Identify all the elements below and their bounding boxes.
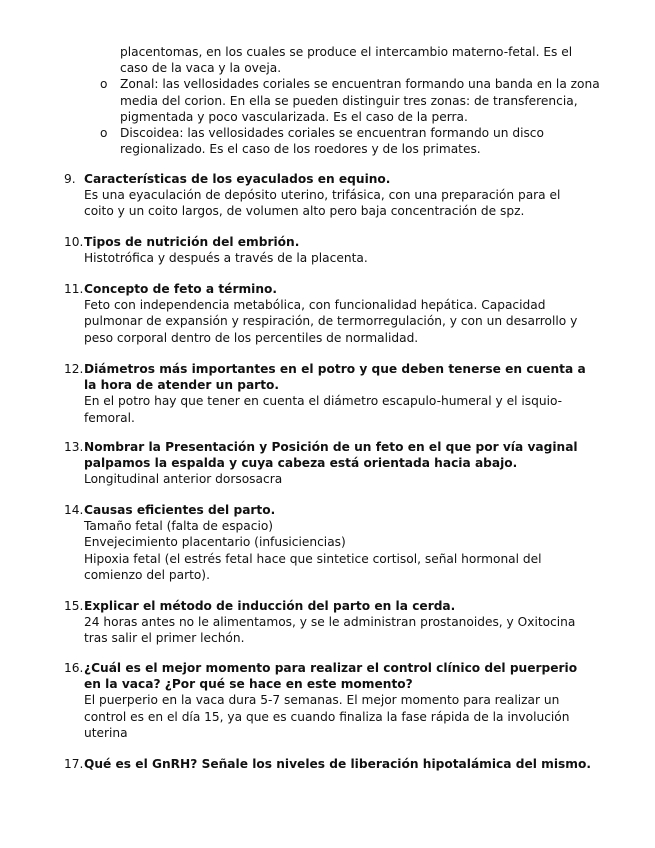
question-title: ¿Cuál es el mejor momento para realizar el control clínico del puerperio en la vaca? ¿Por qué se hace en este momento?	[84, 661, 578, 692]
question-title: Diámetros más importantes en el potro y que deben tenerse en cuenta a la hora de atender un parto.	[84, 362, 586, 393]
question-number: 16.	[64, 661, 84, 675]
answer-line: Feto con independencia metabólica, con funcionalidad hepática. Capacidad pulmonar de expansión y respiración, de termorregulación, y con un desarrollo y peso corporal dentro de los percentiles de normalidad.	[84, 298, 578, 345]
question-title: Causas eficientes del parto.	[84, 503, 276, 517]
question-number: 11.	[64, 282, 84, 296]
question-number: 15.	[64, 599, 84, 613]
question-title: Explicar el método de inducción del parto en la cerda.	[84, 599, 456, 613]
question-14	[64, 502, 594, 583]
question-answer	[84, 393, 594, 425]
list-item-discoidea	[100, 125, 600, 157]
continued-line: placentomas, en los cuales se produce el intercambio materno-fetal. Es el	[120, 45, 573, 59]
question-17	[64, 756, 594, 772]
continued-line: caso de la vaca y la oveja.	[120, 61, 282, 76]
question-number: 13.	[64, 440, 84, 454]
question-answer	[84, 692, 594, 741]
answer-line: Longitudinal anterior dorsosacra	[84, 472, 283, 487]
list-item-zonal	[100, 76, 600, 125]
question-10	[64, 234, 594, 266]
question-15	[64, 598, 594, 647]
answer-line: Es una eyaculación de depósito uterino, trifásica, con una preparación para el coito y un coito largos, de volumen alto pero baja concentración de spz.	[84, 188, 561, 219]
answer-line: 24 horas antes no le alimentamos, y se le administran prostanoides, y Oxitocina tras salir el primer lechón.	[84, 615, 576, 646]
question-12	[64, 361, 594, 426]
question-answer	[84, 250, 594, 266]
answer-line: Hipoxia fetal (el estrés fetal hace que sintetice cortisol, señal hormonal del comienzo del parto).	[84, 551, 542, 582]
question-title: Características de los eyaculados en equino.	[84, 172, 391, 186]
question-title: Concepto de feto a término.	[84, 282, 278, 296]
bullet-marker: o	[100, 77, 108, 92]
question-answer	[84, 471, 594, 487]
question-16	[64, 660, 594, 741]
question-answer	[84, 518, 594, 583]
question-answer	[84, 187, 594, 219]
bullet-marker: o	[100, 126, 108, 141]
question-answer	[84, 614, 594, 646]
question-11	[64, 281, 594, 346]
list-item-text: Discoidea: las vellosidades coriales se encuentran formando un disco regionalizado. Es el caso de los roedores y de los primates.	[120, 126, 544, 157]
question-number: 9.	[64, 172, 76, 186]
answer-line: En el potro hay que tener en cuenta el diámetro escapulo-humeral y el isquio-femoral.	[84, 394, 563, 425]
question-number: 12.	[64, 362, 84, 376]
question-title: Nombrar la Presentación y Posición de un feto en el que por vía vaginal palpamos la espalda y cuya cabeza está orientada hacia abajo.	[84, 440, 578, 471]
list-item-text: Zonal: las vellosidades coriales se encuentran formando una banda en la zona media del corion. En ella se pueden distinguir tres zonas: de transferencia, pigmentada y poco vascularizada. Es el caso de la perra.	[120, 77, 600, 124]
answer-line: El puerperio en la vaca dura 5-7 semanas. El mejor momento para realizar un control es en el día 15, ya que es cuando finaliza la fase rápida de la involución uterina	[84, 693, 570, 740]
question-title: Qué es el GnRH? Señale los niveles de liberación hipotalámica del mismo.	[84, 757, 591, 771]
continued-text	[120, 44, 600, 76]
answer-line: Tamaño fetal (falta de espacio)	[84, 519, 274, 534]
answer-line: Envejecimiento placentario (infusiciencias)	[84, 535, 346, 550]
question-number: 10.	[64, 235, 84, 249]
question-9	[64, 171, 594, 220]
question-answer	[84, 297, 594, 346]
placenta-types-list	[100, 44, 600, 157]
question-number: 14.	[64, 503, 84, 517]
question-title: Tipos de nutrición del embrión.	[84, 235, 300, 249]
question-13	[64, 439, 594, 488]
question-number: 17.	[64, 757, 84, 771]
answer-line: Histotrófica y después a través de la placenta.	[84, 251, 368, 266]
